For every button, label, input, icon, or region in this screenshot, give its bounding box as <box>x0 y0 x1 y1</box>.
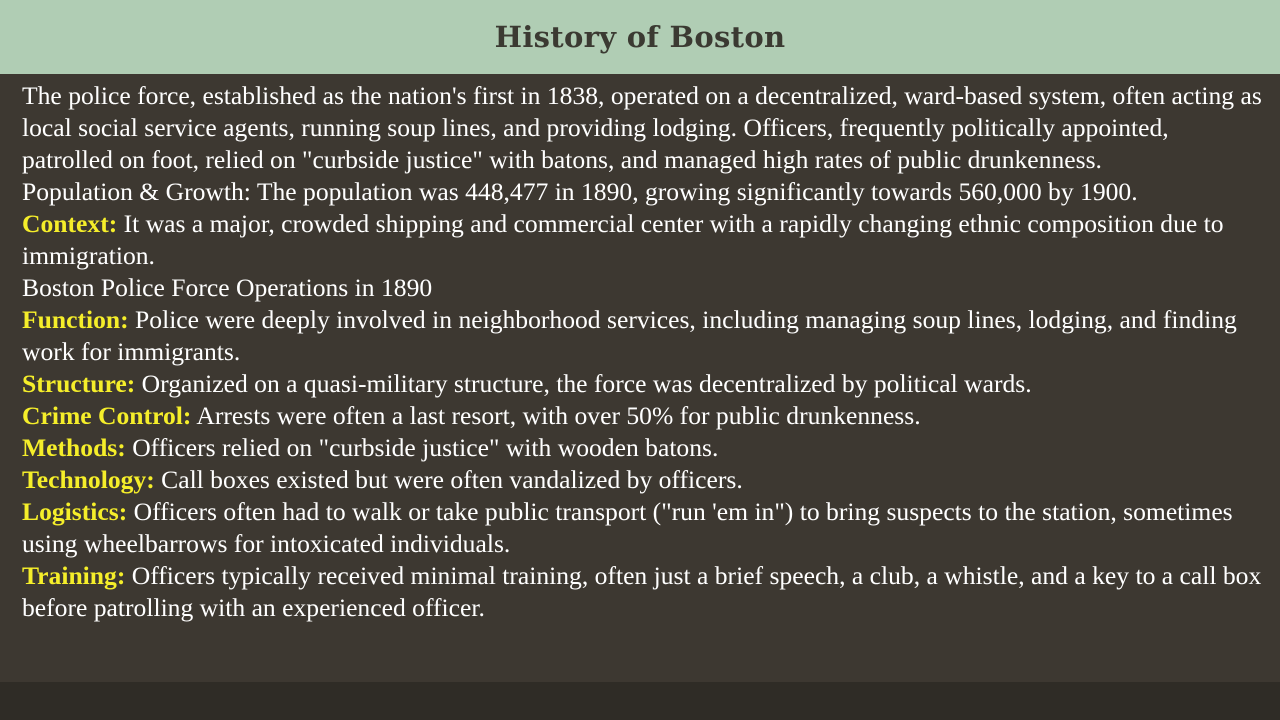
intro-paragraph-population: Population & Growth: The population was 448,477 in 1890, growing significantly towards 560,000 by 1900. <box>22 177 1138 206</box>
item-label: Crime Control: <box>22 401 192 430</box>
item-text: Organized on a quasi-military structure, the force was decentralized by political wards. <box>135 369 1032 398</box>
slide-body <box>22 80 1262 624</box>
item-structure <box>22 368 1262 400</box>
item-text: Officers typically received minimal training, often just a brief speech, a club, a whistle, and a key to a call box before patrolling with an experienced officer. <box>22 561 1262 622</box>
section-heading: Boston Police Force Operations in 1890 <box>22 273 433 302</box>
item-technology <box>22 464 1262 496</box>
item-crime-control <box>22 400 1262 432</box>
item-function <box>22 304 1262 368</box>
item-label: Function: <box>22 305 129 334</box>
item-text: Police were deeply involved in neighborhood services, including managing soup lines, lodging, and finding work for immigrants. <box>22 305 1237 366</box>
item-text: Officers often had to walk or take public transport ("run 'em in") to bring suspects to the station, sometimes using wheelbarrows for intoxicated individuals. <box>22 497 1233 558</box>
title-bar <box>0 0 1280 74</box>
item-label: Methods: <box>22 433 126 462</box>
item-text: Arrests were often a last resort, with over 50% for public drunkenness. <box>191 401 921 430</box>
item-text: Call boxes existed but were often vandalized by officers. <box>154 465 743 494</box>
slide-title: History of Boston <box>494 20 786 54</box>
footer-band <box>0 682 1280 720</box>
item-logistics <box>22 496 1262 560</box>
item-training <box>22 560 1262 624</box>
item-text: Officers relied on "curbside justice" with wooden batons. <box>125 433 719 462</box>
intro-paragraph-police: The police force, established as the nation's first in 1838, operated on a decentralized, ward-based system, often acting as local social service agents, running soup lines, and providing lodging. Officers, frequently politically appointed, patrolled on foot, relied on "curbside justice" with batons, and managed high rates of public drunkenness. <box>22 81 1262 174</box>
item-methods <box>22 432 1262 464</box>
item-label: Technology: <box>22 465 155 494</box>
item-label: Training: <box>22 561 126 590</box>
context-text: It was a major, crowded shipping and commercial center with a rapidly changing ethnic composition due to immigration. <box>22 209 1224 270</box>
item-label: Structure: <box>22 369 136 398</box>
context-label: Context: <box>22 209 118 238</box>
item-label: Logistics: <box>22 497 128 526</box>
context-paragraph <box>22 208 1262 272</box>
